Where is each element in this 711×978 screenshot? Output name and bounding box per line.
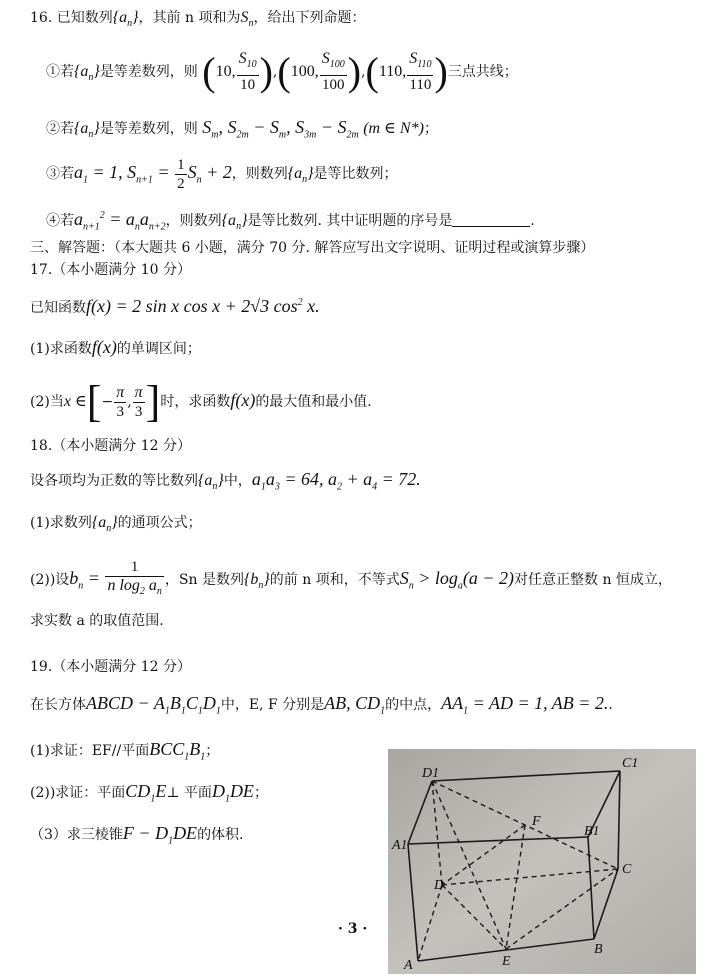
q16-p3-end: 是等比数列； xyxy=(313,166,398,182)
q16-p1-point1-x: 10, xyxy=(215,63,236,80)
label-a: A xyxy=(404,958,413,973)
q16-p4-prefix: ④若 xyxy=(46,213,74,229)
q18-p2-frac: $\frac{1}{n \log_2 a_n}$ xyxy=(107,559,162,598)
q18-p2-ineq: $S_n > \log_a(a - 2)$ xyxy=(399,568,514,592)
q16-p4-cond: $a_{n+1}^2 = a_na_{n+2}$ xyxy=(74,209,166,233)
q19-p2-text: (2))求证：平面 xyxy=(30,785,126,801)
q16-p3-cond: $a_1 = 1$, $S_{n+1}$ = xyxy=(74,162,175,186)
q19-p2-plane2: $D_1DE$ xyxy=(211,781,254,805)
paren-close: ) xyxy=(259,49,273,94)
q19-given-mid2: 的中点， xyxy=(385,697,442,713)
q16-p3-prefix: ③若 xyxy=(46,166,74,182)
q16-p1-point3-frac: $\frac{S_{110}}{110}$ xyxy=(409,50,432,93)
q16-p4-text: ，则数列 xyxy=(165,213,222,229)
q19-p3-end: 的体积. xyxy=(197,827,244,843)
q16-p1-end: 三点共线； xyxy=(447,64,518,80)
q19-p2-plane1: $CD_1E$ xyxy=(125,781,167,805)
bracket-close: ] xyxy=(145,377,161,426)
q18-given-expr: $a_1a_3 = 64$, $a_2 + a_4 = 72$. xyxy=(251,469,421,493)
q17-given-expr: f(x) = 2 sin x cos x + 2√3 $\cos^2 x$. xyxy=(86,296,320,316)
paren-close: ) xyxy=(347,49,362,94)
q19-given-mid: 中，E, F 分别是 xyxy=(220,697,325,713)
q16-tail: ，给出下列命题： xyxy=(253,10,366,26)
q18-p1-text: (1)求数列 xyxy=(30,515,92,531)
label-c: C xyxy=(622,862,632,877)
q17-p2-mid: 时，求函数 xyxy=(160,394,231,410)
q18-given-line xyxy=(30,466,421,492)
q16-p4-period: . xyxy=(530,213,535,229)
q19-p3-expr: $F - D_1DE$ xyxy=(122,823,198,847)
label-f: F xyxy=(532,814,541,829)
q19-p1-line xyxy=(30,736,219,762)
q16-p3-frac: $\frac{1}{2}$ xyxy=(177,156,185,192)
q16-sum: $S_n$ xyxy=(240,9,254,30)
q19-p3-text: （3）求三棱锥 xyxy=(30,827,123,843)
q18-given-mid: 中， xyxy=(223,473,252,489)
q16-mid: ，其前 n 项和为 xyxy=(138,10,241,26)
q17-given-text: 已知函数 xyxy=(30,300,86,316)
q16-p2-formula: $S_m$, $S_{2m} - S_m$, $S_{3m} - S_{2m}$ xyxy=(202,117,359,141)
q18-p1-seq: $\{a_n\}$ xyxy=(91,514,118,535)
q16-p1-point1-frac: $\frac{S_{10}}{10}$ xyxy=(238,50,257,93)
q17-p2-expr: f(x) xyxy=(230,390,256,410)
q19-given-line xyxy=(30,690,613,716)
q17-p1-text: (1)求函数 xyxy=(30,341,92,357)
q17-p2-text: (2)当 xyxy=(30,394,64,410)
q16-header-line xyxy=(30,8,365,34)
q16-p1-point2-x: 100, xyxy=(290,63,319,80)
q16-p1-prefix: ①若 xyxy=(46,64,74,80)
page-number: · 3 · xyxy=(338,921,368,937)
q16-p4-line xyxy=(46,204,535,233)
q17-p2-x: x ∈ xyxy=(63,393,87,410)
q18-p1-end: 的通项公式； xyxy=(117,515,202,531)
q18-given-text: 设各项均为正数的等比数列 xyxy=(30,473,198,489)
label-e: E xyxy=(502,954,511,969)
bracket-open: [ xyxy=(86,377,102,426)
q17-header: 17.（本小题满分 10 分） xyxy=(30,262,191,278)
cuboid-diagram xyxy=(388,749,696,974)
q16-p1-point2-frac: $\frac{S_{100}}{100}$ xyxy=(321,50,345,93)
q16-p2-end: ； xyxy=(423,121,438,137)
cuboid-figure-photo xyxy=(388,749,696,974)
q18-p2-mid: ，Sn 是数列 xyxy=(164,572,244,588)
q19-p2-perp: ⊥ 平面 xyxy=(166,785,212,801)
q19-given-box: ABCD − $A_1B_1C_1D_1$ xyxy=(86,693,221,717)
q19-given-end: . xyxy=(608,697,613,713)
q16-p1-seq: $\{a_n\}$ xyxy=(74,63,100,84)
q16-p2-line xyxy=(46,114,438,140)
q19-p1-plane: $BCC_1B_1$ xyxy=(149,739,206,763)
q16-p2-cond: (m ∈ N*) xyxy=(363,120,424,137)
label-b: B xyxy=(594,942,603,957)
q16-p4-seq: $\{a_n\}$ xyxy=(221,212,248,233)
q18-p2-text: (2))设 xyxy=(30,572,70,588)
q16-p4-end: 是等比数列. 其中证明题的序号是 xyxy=(247,213,453,229)
paren-close: ) xyxy=(434,49,448,94)
q19-given-expr: $AA_1$ = AD = 1, AB = 2. xyxy=(441,693,609,717)
q19-p1-end: ； xyxy=(205,743,220,759)
q18-header: 18.（本小题满分 12 分） xyxy=(30,438,191,454)
paren-open: ( xyxy=(365,49,379,94)
q16-p3-seq: $\{a_n\}$ xyxy=(287,165,314,186)
paren-open: ( xyxy=(202,49,216,94)
q19-given-text: 在长方体 xyxy=(30,697,86,713)
q17-p1-end: 的单调区间； xyxy=(116,341,201,357)
q16-p3-line xyxy=(46,150,398,194)
q16-p2-text: 是等差数列，则 xyxy=(99,121,198,137)
q16-p1-point3-x: 110, xyxy=(378,63,407,80)
label-d: D xyxy=(434,878,445,893)
q18-p2-mid2: 的前 n 项和，不等式 xyxy=(269,572,400,588)
q17-p2-end: 的最大值和最小值. xyxy=(255,394,372,410)
q16-p3-cond2: $S_n + 2$ xyxy=(187,162,232,186)
q16-seq: $\{a_n\}$ xyxy=(112,9,139,30)
q17-p1-expr: f(x) xyxy=(91,337,117,357)
q17-p2-lo: $\frac{\pi}{3}$ xyxy=(116,383,125,420)
q18-p2-b: $b_n$ = xyxy=(69,568,105,592)
q18-seq: $\{a_n\}$ xyxy=(198,472,224,493)
q16-p1-text: 是等差数列，则 xyxy=(99,64,198,80)
q16-p2-prefix: ②若 xyxy=(46,121,74,137)
q16-header: 16. 已知数列 xyxy=(30,10,113,26)
label-c1: C1 xyxy=(622,756,639,771)
q18-p2-line xyxy=(30,554,672,602)
label-a1: A1 xyxy=(392,838,408,853)
q17-p2-line: (2)当x ∈[− $\frac{\pi}{3}$ , $\frac{\pi}{3}$ ]时，求函数f(x)的最大值和最小值. xyxy=(30,377,372,426)
paren-open: ( xyxy=(277,49,291,94)
q18-p2-end: 对任意正整数 n 恒成立， xyxy=(514,572,672,588)
q18-p2-cont: 求实数 a 的取值范围. xyxy=(30,613,164,629)
q18-p1-line xyxy=(30,510,202,536)
answer-blank[interactable] xyxy=(452,212,530,227)
label-d1: D1 xyxy=(422,766,440,781)
q19-p3-line xyxy=(30,820,244,846)
q19-p2-end: ； xyxy=(253,785,268,801)
q19-p1-text: (1)求证：EF//平面 xyxy=(30,743,150,759)
q16-p2-seq: $\{a_n\}$ xyxy=(74,120,100,141)
q17-p1-line xyxy=(30,334,201,360)
q19-p2-line xyxy=(30,778,268,804)
q17-given-line xyxy=(30,290,320,316)
q17-p2-hi: $\frac{\pi}{3}$ xyxy=(134,383,143,420)
q16-p1-line: ①若$\{a_n\}$是等差数列，则 (10, $\frac{S_{10}}{10}$ ),(100, $\frac{S_{100}}{100}$ ),(110, $\frac{S_{110}}{110}$ )三点共线； xyxy=(46,49,518,94)
section3-title: 三、解答题：（本大题共 6 小题，满分 70 分. 解答应写出文字说明、证明过程或演算步骤） xyxy=(30,240,595,256)
q18-p2-seqb: $\{b_n\}$ xyxy=(243,571,270,592)
q16-p3-text: ，则数列 xyxy=(231,166,288,182)
label-b1: B1 xyxy=(584,824,600,839)
q19-given-pts: AB, $CD_1$ xyxy=(324,693,386,717)
q19-header: 19.（本小题满分 12 分） xyxy=(30,659,191,675)
